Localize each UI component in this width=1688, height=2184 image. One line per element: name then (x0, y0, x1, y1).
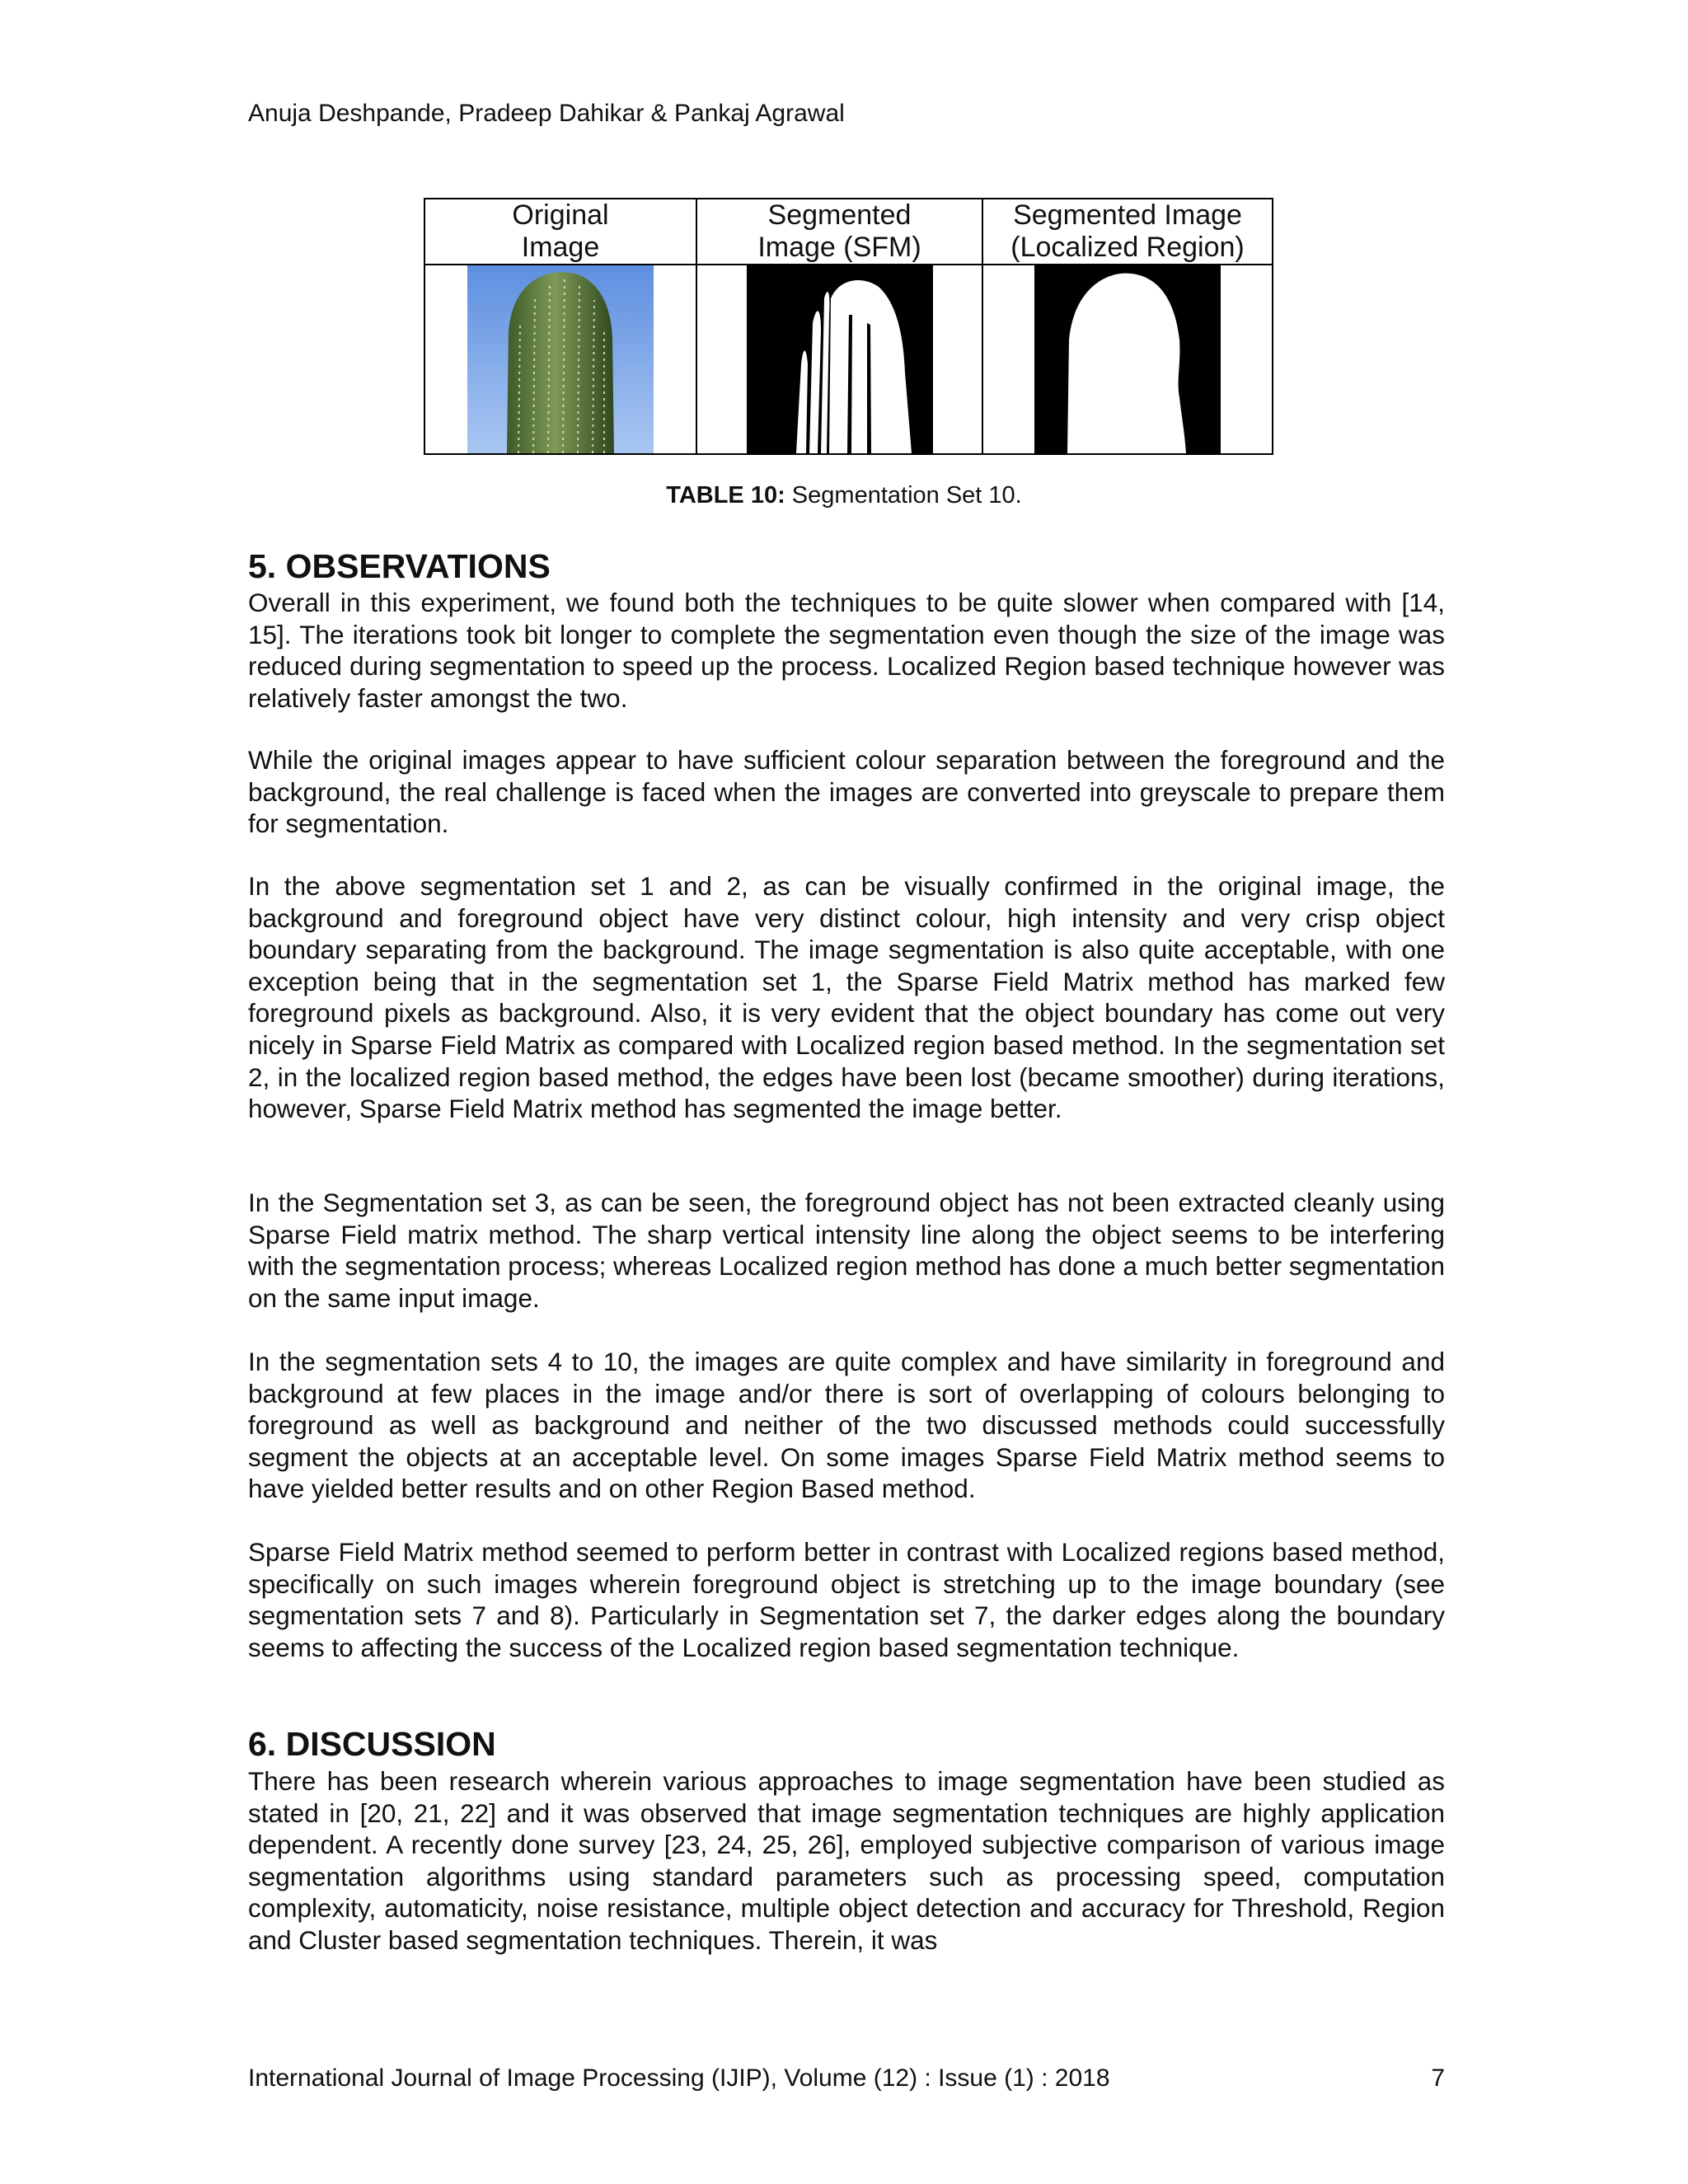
sfm-image-cell (696, 265, 982, 454)
running-header: Anuja Deshpande, Pradeep Dahikar & Pankaj Agrawal (248, 100, 845, 127)
original-image-cell (424, 265, 696, 454)
segmentation-table (424, 198, 1272, 455)
observations-paragraph-5: In the segmentation sets 4 to 10, the images are quite complex and have similarity in foreground and background at few places in the image and/or there is sort of overlapping of colours belonging to foreground as well as background and neither of the two discussed methods could successfully segment the objects at an acceptable level. On some images Sparse Field Matrix method seems to have yielded better results and on other Region Based method. (248, 1347, 1445, 1504)
table-caption: TABLE 10: Segmentation Set 10. (666, 482, 1022, 509)
page-footer (248, 2064, 1445, 2093)
observations-paragraph-3: In the above segmentation set 1 and 2, as can be visually confirmed in the original image, the background and foreground object have very distinct colour, high intensity and very crisp object boundary separating from the background. The image segmentation is also quite acceptable, with one exception being that in the segmentation set 1, the Sparse Field Matrix method has marked few foreground pixels as background. Also, it is very evident that the object boundary has come out very nicely in Sparse Field Matrix as compared with Localized region based method. In the segmentation set 2, in the localized region based method, the edges have been lost (became smoother) during iterations, however, Sparse Field Matrix method has segmented the image better. (248, 871, 1445, 1124)
original-cactus-image (467, 265, 654, 453)
observations-paragraph-4: In the Segmentation set 3, as can be seen, the foreground object has not been extracted cleanly using Sparse Field matrix method. The sharp vertical intensity line along the object seems to be interfering with the segmentation process; whereas Localized region method has done a much better segmentation on the same input image. (248, 1188, 1445, 1313)
observations-paragraph-1: Overall in this experiment, we found both the techniques to be quite slower when compared with [14, 15]. The iterations took bit longer to complete the segmentation even though the size of the image was reduced during segmentation to speed up the process. Localized Region based technique however was relatively faster amongst the two. (248, 588, 1445, 713)
page-number: 7 (1431, 2064, 1445, 2092)
discussion-paragraph: There has been research wherein various approaches to image segmentation have been studied as stated in [20, 21, 22] and it was observed that image segmentation techniques are highly application dependent. A recently done survey [23, 24, 25, 26], employed subjective comparison of various image segmentation algorithms using standard parameters such as processing speed, computation complexity, automaticity, noise resistance, multiple object detection and accuracy for Threshold, Region and Cluster based segmentation techniques. Therein, it was (248, 1766, 1445, 1955)
col-header-original: Original Image (424, 199, 696, 265)
col-header-localized: Segmented Image (Localized Region) (982, 199, 1273, 265)
observations-heading: 5. OBSERVATIONS (248, 547, 551, 585)
sfm-segmented-image (747, 265, 933, 453)
localized-image-cell (982, 265, 1273, 454)
observations-paragraph-2: While the original images appear to have sufficient colour separation between the foreground and the background, the real challenge is faced when the images are converted into greyscale to prepare them for segmentation. (248, 745, 1445, 839)
observations-paragraph-6: Sparse Field Matrix method seemed to perform better in contrast with Localized regions based method, specifically on such images wherein foreground object is stretching up to the image boundary (see segmentation sets 7 and 8). Particularly in Segmentation set 7, the darker edges along the boundary seems to affecting the success of the Localized region based segmentation technique. (248, 1537, 1445, 1662)
journal-info: International Journal of Image Processing (IJIP), Volume (12) : Issue (1) : 2018 (248, 2064, 1110, 2092)
discussion-heading: 6. DISCUSSION (248, 1725, 496, 1763)
col-header-sfm: Segmented Image (SFM) (696, 199, 982, 265)
localized-segmented-image (1034, 265, 1221, 453)
